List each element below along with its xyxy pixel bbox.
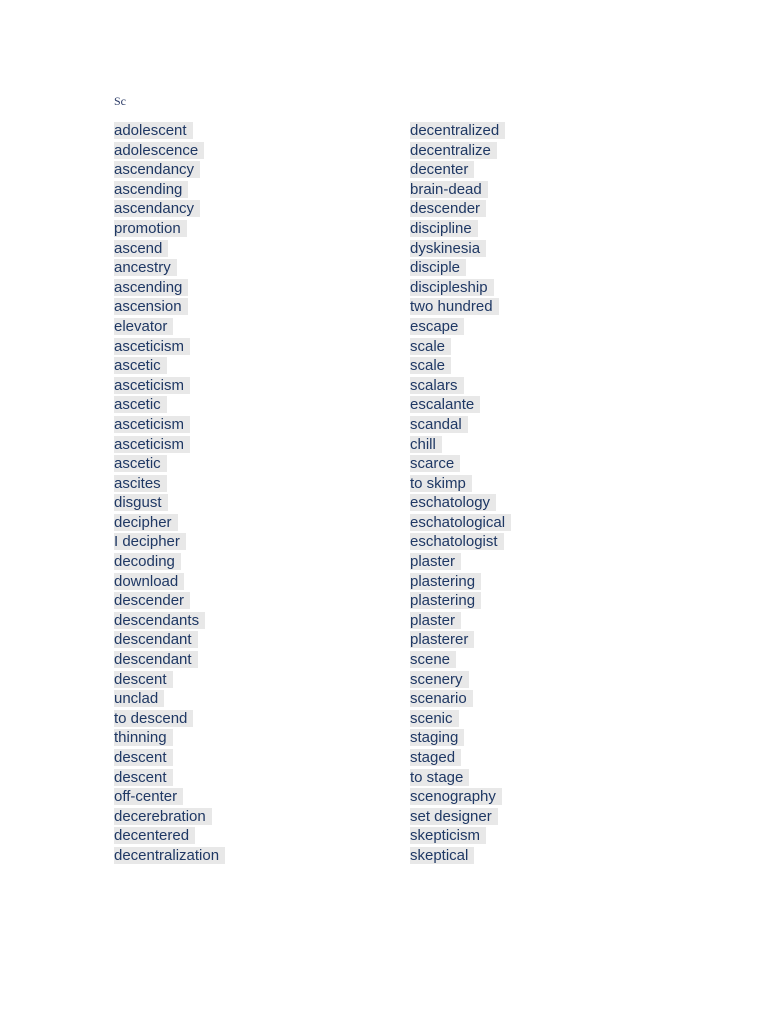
word-text: brain-dead [410,181,488,198]
word-list-item [410,435,511,455]
word-list-item [114,532,225,552]
word-text: eschatological [410,514,511,531]
word-text: ascension [114,298,188,315]
word-text: descender [114,592,190,609]
word-text: to stage [410,769,469,786]
word-text: ascending [114,181,188,198]
word-list-item [114,356,225,376]
word-list-item [410,846,511,866]
word-list-item [114,239,225,259]
word-list-item [410,278,511,298]
word-text: scale [410,338,451,355]
word-list-item [410,552,511,572]
word-text: thinning [114,729,173,746]
word-text: descender [410,200,486,217]
word-list-item [114,199,225,219]
word-list-item [114,395,225,415]
word-text: decentralization [114,847,225,864]
word-text: staged [410,749,461,766]
word-text: ascend [114,240,168,257]
word-list-item [114,689,225,709]
word-list-item [410,180,511,200]
word-list-item [114,160,225,180]
word-text: eschatology [410,494,496,511]
word-text: asceticism [114,377,190,394]
word-list-item [410,239,511,259]
word-list-item [114,552,225,572]
word-list-item [114,415,225,435]
word-list-item [114,435,225,455]
word-text: escalante [410,396,480,413]
word-text: asceticism [114,436,190,453]
word-list-item [410,513,511,533]
word-text: descent [114,769,173,786]
word-list-item [410,787,511,807]
word-text: decipher [114,514,178,531]
word-list-item [410,121,511,141]
word-list-item [114,591,225,611]
word-list-item [410,493,511,513]
word-text: disgust [114,494,168,511]
word-text: plastering [410,592,481,609]
word-text: staging [410,729,464,746]
word-list-item [410,258,511,278]
word-text: decentralized [410,122,505,139]
word-list-item [114,846,225,866]
word-text: ancestry [114,259,177,276]
word-text: ascetic [114,396,167,413]
word-text: descendant [114,651,198,668]
word-column-left [114,121,225,866]
word-list-item [114,513,225,533]
word-text: ascendancy [114,200,200,217]
word-text: ascendancy [114,161,200,178]
word-list-item [114,630,225,650]
word-list-item [410,826,511,846]
word-list-item [114,258,225,278]
word-list-item [114,180,225,200]
word-text: decoding [114,553,181,570]
word-text: I decipher [114,533,186,550]
word-text: ascending [114,279,188,296]
word-text: discipleship [410,279,494,296]
word-list-item [410,611,511,631]
word-list-item [410,728,511,748]
page-header-label: Sc [114,94,126,108]
word-text: disciple [410,259,466,276]
word-text: scenic [410,710,459,727]
word-list-item [410,748,511,768]
word-text: plastering [410,573,481,590]
word-list-item [410,532,511,552]
word-text: descent [114,749,173,766]
word-list-item [410,141,511,161]
word-list-item [114,297,225,317]
word-list-item [410,650,511,670]
word-text: skepticism [410,827,486,844]
word-text: descendant [114,631,198,648]
word-text: scandal [410,416,468,433]
word-text: skeptical [410,847,474,864]
word-list-item [410,689,511,709]
word-list-item [114,768,225,788]
word-list-item [114,376,225,396]
word-text: decerebration [114,808,212,825]
word-text: descent [114,671,173,688]
word-column-right [410,121,511,866]
word-list-item [410,572,511,592]
word-list-item [410,160,511,180]
word-list-item [410,415,511,435]
word-text: elevator [114,318,173,335]
word-list-item [410,356,511,376]
word-list-item [114,670,225,690]
word-list-item [114,454,225,474]
word-text: scene [410,651,456,668]
word-list-item [410,709,511,729]
word-text: unclad [114,690,164,707]
word-list-item [114,219,225,239]
word-text: to descend [114,710,193,727]
word-text: chill [410,436,442,453]
word-text: discipline [410,220,478,237]
word-list-item [114,826,225,846]
word-text: ascetic [114,357,167,374]
word-list-item [114,650,225,670]
word-text: ascites [114,475,167,492]
word-list-item [114,611,225,631]
word-text: eschatologist [410,533,504,550]
word-text: scenography [410,788,502,805]
word-list-item [410,395,511,415]
word-text: to skimp [410,475,472,492]
word-text: adolescent [114,122,193,139]
word-list-item [114,493,225,513]
word-list-item [410,768,511,788]
word-list-item [114,121,225,141]
word-list-item [114,141,225,161]
word-list-item [114,807,225,827]
word-text: plaster [410,553,461,570]
word-list-item [410,376,511,396]
word-list-item [410,297,511,317]
word-text: scenario [410,690,473,707]
word-list-item [410,337,511,357]
word-text: plaster [410,612,461,629]
word-list-item [410,219,511,239]
word-text: decentralize [410,142,497,159]
word-text: decentered [114,827,195,844]
word-text: plasterer [410,631,474,648]
word-list-item [114,572,225,592]
word-list-item [114,337,225,357]
word-text: scalars [410,377,464,394]
word-list-item [410,807,511,827]
word-list-item [114,278,225,298]
word-list-item [410,317,511,337]
word-text: scale [410,357,451,374]
word-text: escape [410,318,464,335]
word-list-item [410,630,511,650]
word-list-item [114,787,225,807]
word-text: promotion [114,220,187,237]
word-list-item [114,748,225,768]
word-list-item [410,670,511,690]
word-text: descendants [114,612,205,629]
word-list-item [114,317,225,337]
word-text: scenery [410,671,469,688]
word-text: two hundred [410,298,499,315]
word-list-item [410,454,511,474]
word-text: off-center [114,788,183,805]
word-text: scarce [410,455,460,472]
word-list-item [114,709,225,729]
word-text: ascetic [114,455,167,472]
word-list-item [114,728,225,748]
word-list-item [410,591,511,611]
word-text: dyskinesia [410,240,486,257]
word-text: set designer [410,808,498,825]
word-text: download [114,573,184,590]
word-text: asceticism [114,338,190,355]
word-text: asceticism [114,416,190,433]
word-list-item [410,199,511,219]
word-text: adolescence [114,142,204,159]
word-list-item [410,474,511,494]
word-text: decenter [410,161,474,178]
word-list-item [114,474,225,494]
